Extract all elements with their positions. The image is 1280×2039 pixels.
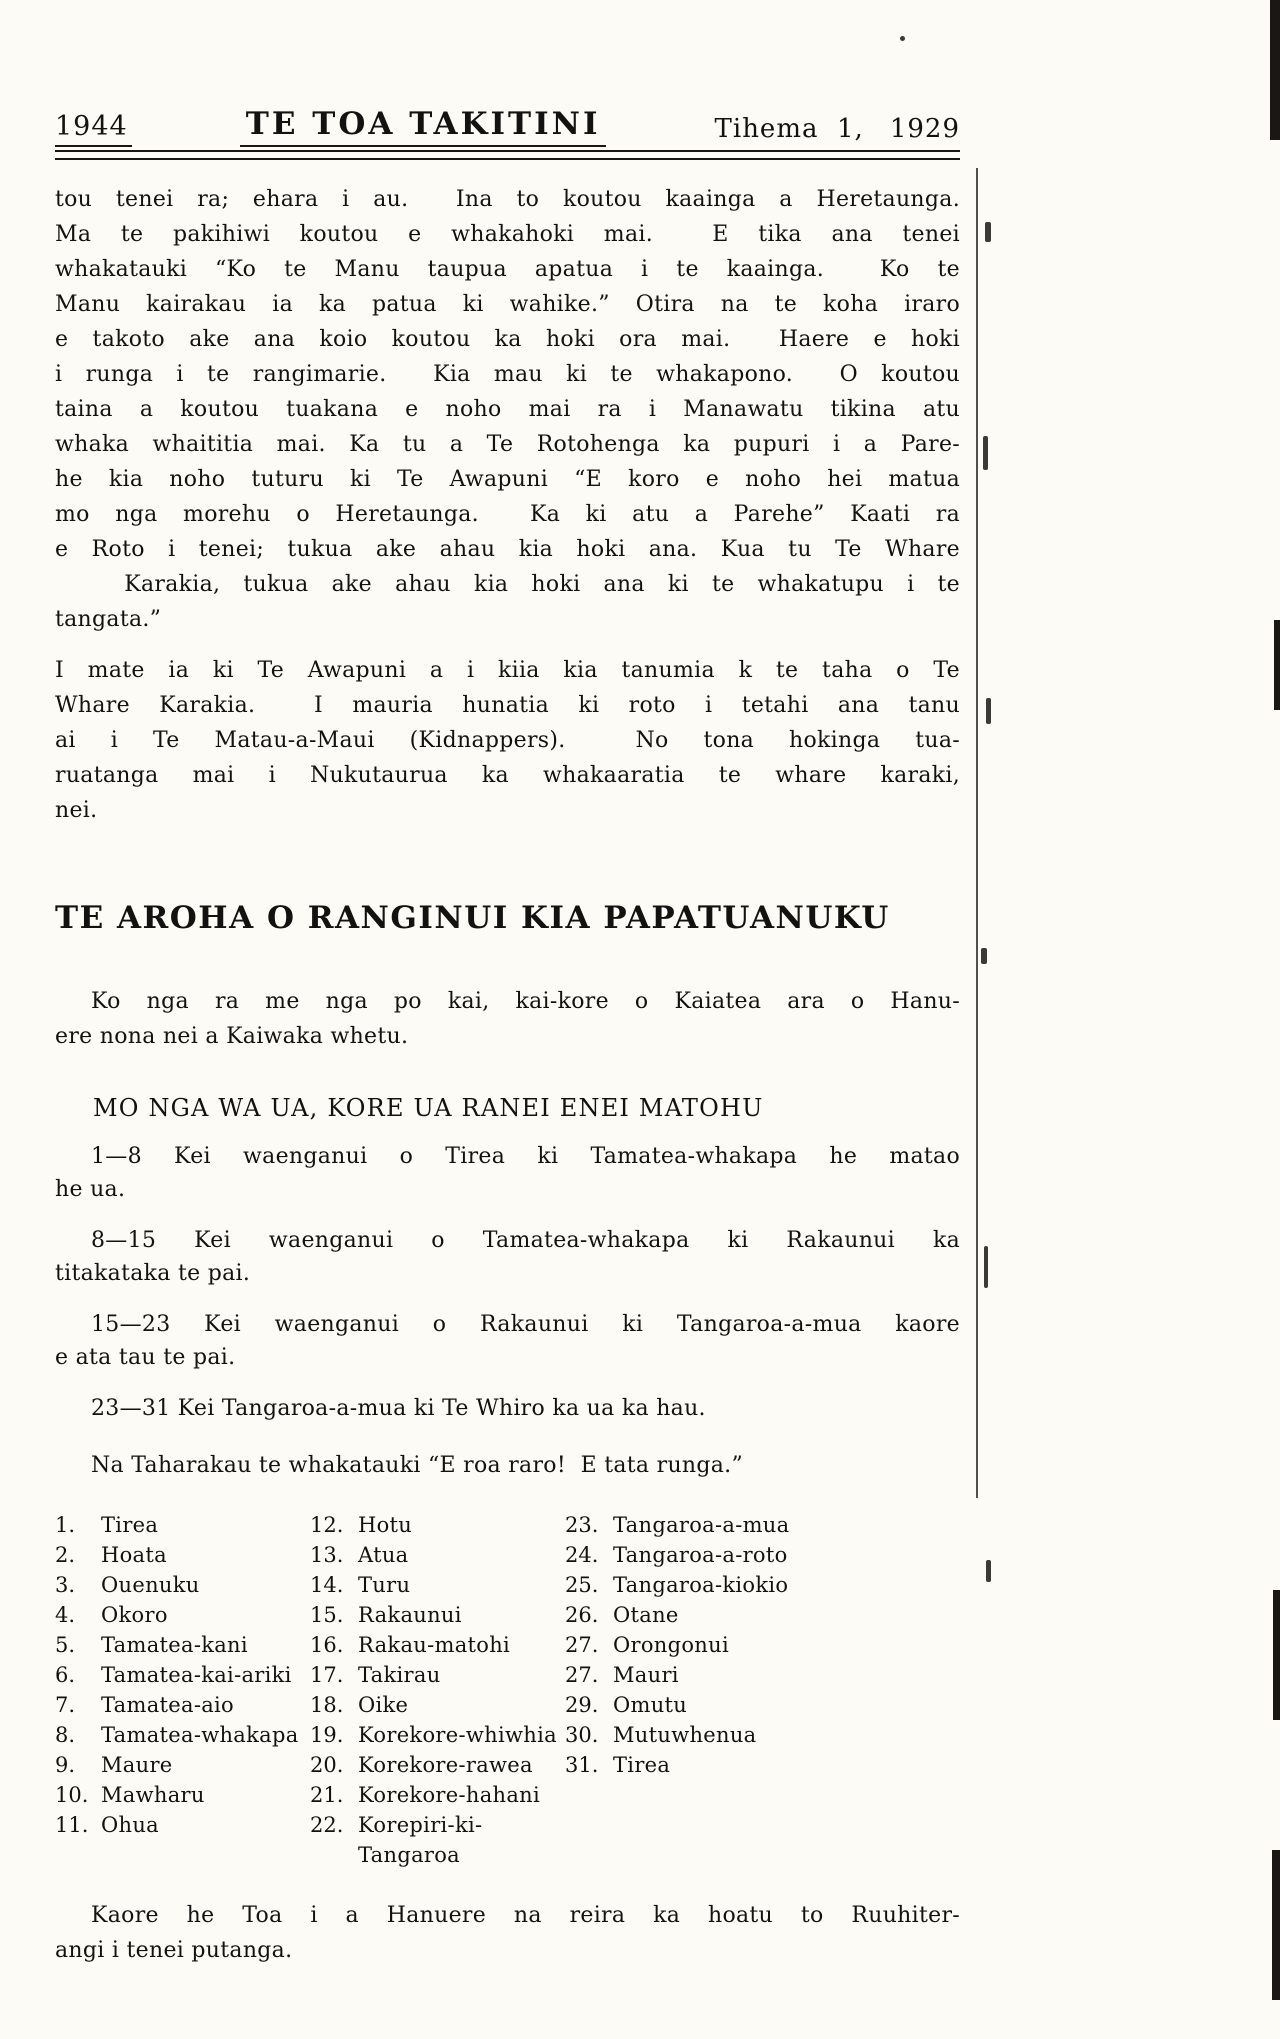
moon-name: Tamatea-whakapa	[101, 1723, 299, 1747]
moon-name: Tangaroa-a-roto	[613, 1543, 788, 1567]
moon-name: Ohua	[101, 1813, 159, 1837]
text-line: ruatanga mai i Nukutaurua ka whakaaratia te whare karaki,	[55, 763, 960, 788]
running-head	[55, 106, 960, 147]
moon-name: Mutuwhenua	[613, 1723, 757, 1747]
moon-number: 1.	[55, 1513, 76, 1537]
scan-artifact-mark	[984, 1246, 988, 1288]
scan-artifact-edge-sliver	[1270, 0, 1280, 140]
moon-list-item	[565, 1600, 960, 1630]
moon-number: 31.	[565, 1753, 599, 1777]
moon-list-item	[310, 1540, 565, 1570]
header-double-rule	[55, 150, 960, 160]
moon-number: 10.	[55, 1783, 89, 1807]
scan-artifact-mark	[900, 36, 905, 41]
moon-number: 20.	[310, 1753, 344, 1777]
moon-number: 4.	[55, 1603, 76, 1627]
moon-list-item	[55, 1510, 310, 1540]
moon-name: Okoro	[101, 1603, 168, 1627]
text-line: mo nga morehu o Heretaunga. Ka ki atu a Parehe” Kaati ra	[55, 502, 960, 527]
moon-calendar-list	[55, 1510, 960, 1870]
moon-number: 17.	[310, 1663, 344, 1687]
text-line: he kia noho tuturu ki Te Awapuni “E koro e noho hei matua	[55, 467, 960, 492]
moon-name: Mawharu	[101, 1783, 205, 1807]
text-line: Ko nga ra me nga po kai, kai-kore o Kaiatea ara o Hanu-	[91, 989, 960, 1014]
text-line: e ata tau te pai.	[55, 1345, 236, 1370]
text-line: Ma te pakihiwi koutou e whakahoki mai. E tika ana tenei	[55, 222, 960, 247]
text-line: ai i Te Matau-a-Maui (Kidnappers). No tona hokinga tua-	[55, 728, 960, 753]
moon-name: Korekore-rawea	[358, 1753, 533, 1777]
article1-paragraph1	[55, 182, 960, 637]
text-line: 23—31 Kei Tangaroa-a-mua ki Te Whiro ka ua ka hau.	[91, 1396, 706, 1421]
moon-name: Korepiri-ki-Tangaroa	[358, 1813, 483, 1867]
moon-list-item	[55, 1570, 310, 1600]
moon-list-item	[310, 1780, 565, 1810]
moon-list-item	[565, 1570, 960, 1600]
article2-subheading: MO NGA WA UA, KORE UA RANEI ENEI MATOHU	[93, 1094, 764, 1122]
scan-artifact-edge-sliver	[1274, 620, 1280, 710]
scan-artifact-mark	[986, 698, 991, 724]
moon-list-item	[55, 1780, 310, 1810]
moon-number: 9.	[55, 1753, 76, 1777]
moon-name: Hotu	[358, 1513, 413, 1537]
moon-list-item	[310, 1690, 565, 1720]
text-line: 15—23 Kei waenganui o Rakaunui ki Tangaroa-a-mua kaore	[91, 1312, 960, 1337]
moon-number: 23.	[565, 1513, 599, 1537]
scan-artifact-edge-sliver	[1273, 1590, 1280, 1720]
text-line: 1—8 Kei waenganui o Tirea ki Tamatea-whakapa he matao	[91, 1144, 960, 1169]
moon-name: Tangaroa-kiokio	[613, 1573, 789, 1597]
moon-number: 25.	[565, 1573, 599, 1597]
scan-artifact-page-edge-line	[976, 168, 978, 1498]
moon-list-column-2	[310, 1510, 565, 1870]
page-number: 1944	[55, 111, 132, 147]
issue-date-day: 1,	[837, 114, 864, 144]
text-line: titakataka te pai.	[55, 1261, 251, 1286]
moon-list-column-3	[565, 1510, 960, 1870]
moon-list-item	[310, 1570, 565, 1600]
moon-name: Turu	[358, 1573, 411, 1597]
moon-number: 11.	[55, 1813, 89, 1837]
text-line: e Roto i tenei; tukua ake ahau kia hoki ana. Kua tu Te Whare	[55, 537, 960, 562]
scanned-page	[55, 0, 960, 1968]
text-line: 8—15 Kei waenganui o Tamatea-whakapa ki Rakaunui ka	[91, 1228, 960, 1253]
moon-name: Korekore-hahani	[358, 1783, 540, 1807]
moon-list-item	[565, 1660, 960, 1690]
moon-number: 3.	[55, 1573, 76, 1597]
moon-list-item	[55, 1690, 310, 1720]
moon-name: Takirau	[358, 1663, 441, 1687]
moon-name: Tamatea-kai-ariki	[101, 1663, 292, 1687]
moon-list-item	[565, 1720, 960, 1750]
moon-number: 16.	[310, 1633, 344, 1657]
moon-name: Tamatea-kani	[101, 1633, 248, 1657]
text-line: nei.	[55, 798, 98, 823]
moon-number: 22.	[310, 1813, 344, 1837]
moon-number: 30.	[565, 1723, 599, 1747]
publication-title: TE TOA TAKITINI	[240, 106, 607, 147]
moon-list-item	[55, 1810, 310, 1840]
moon-number: 12.	[310, 1513, 344, 1537]
issue-date-year: 1929	[889, 114, 960, 144]
moon-number: 8.	[55, 1723, 76, 1747]
moon-list-item	[565, 1510, 960, 1540]
issue-date-month: Tihema	[714, 114, 819, 144]
moon-list-item	[55, 1750, 310, 1780]
article1-paragraph2	[55, 653, 960, 828]
moon-list-item	[310, 1630, 565, 1660]
moon-number: 27.	[565, 1663, 599, 1687]
scan-artifact-mark	[985, 222, 991, 242]
moon-list-item	[565, 1750, 960, 1780]
moon-name: Korekore-whiwhia	[358, 1723, 557, 1747]
moon-number: 2.	[55, 1543, 76, 1567]
closing-paragraph	[55, 1898, 960, 1968]
moon-number: 5.	[55, 1633, 76, 1657]
moon-name: Orongonui	[613, 1633, 729, 1657]
moon-number: 24.	[565, 1543, 599, 1567]
text-line: he ua.	[55, 1177, 126, 1202]
text-line: Manu kairakau ia ka patua ki wahike.” Otira na te koha iraro	[55, 292, 960, 317]
forecast-15-23	[55, 1308, 960, 1374]
moon-list-item	[565, 1630, 960, 1660]
moon-number: 6.	[55, 1663, 76, 1687]
moon-name: Tangaroa-a-mua	[613, 1513, 790, 1537]
moon-name: Ouenuku	[101, 1573, 200, 1597]
moon-number: 26.	[565, 1603, 599, 1627]
moon-list-item	[55, 1660, 310, 1690]
moon-name: Tirea	[101, 1513, 159, 1537]
moon-list-item	[310, 1720, 565, 1750]
text-line: ere nona nei a Kaiwaka whetu.	[55, 1024, 409, 1049]
moon-name: Atua	[358, 1543, 409, 1567]
text-line: i runga i te rangimarie. Kia mau ki te whakapono. O koutou	[55, 362, 960, 387]
moon-list-column-1	[55, 1510, 310, 1870]
moon-number: 21.	[310, 1783, 344, 1807]
text-line: Na Taharakau te whakatauki “E roa raro! E tata runga.”	[91, 1453, 744, 1478]
moon-name: Rakau-matohi	[358, 1633, 511, 1657]
moon-list-item	[310, 1660, 565, 1690]
moon-list-item	[310, 1810, 565, 1870]
moon-number: 27.	[565, 1633, 599, 1657]
moon-list-item	[310, 1750, 565, 1780]
moon-number: 29.	[565, 1693, 599, 1717]
moon-name: Hoata	[101, 1543, 167, 1567]
text-line: whakatauki “Ko te Manu taupua apatua i te kaainga. Ko te	[55, 257, 960, 282]
article2-intro	[55, 984, 960, 1054]
moon-list-item	[310, 1600, 565, 1630]
moon-name: Tamatea-aio	[101, 1693, 234, 1717]
text-line: tangata.”	[55, 607, 162, 632]
moon-name: Otane	[613, 1603, 679, 1627]
scan-artifact-mark	[981, 948, 987, 964]
moon-list-item	[310, 1510, 565, 1540]
forecast-1-8	[55, 1140, 960, 1206]
scan-artifact-mark	[983, 436, 988, 470]
text-line: Whare Karakia. I mauria hunatia ki roto i tetahi ana tanu	[55, 693, 960, 718]
moon-list-item	[55, 1600, 310, 1630]
moon-number: 7.	[55, 1693, 76, 1717]
text-line: e takoto ake ana koio koutou ka hoki ora mai. Haere e hoki	[55, 327, 960, 352]
moon-name: Omutu	[613, 1693, 688, 1717]
text-line: whaka whaititia mai. Ka tu a Te Rotohenga ka pupuri i a Pare-	[55, 432, 960, 457]
moon-number: 14.	[310, 1573, 344, 1597]
text-line: I mate ia ki Te Awapuni a i kiia kia tanumia k te taha o Te	[55, 658, 960, 683]
scan-artifact-edge-sliver	[1272, 1850, 1280, 2000]
moon-name: Maure	[101, 1753, 173, 1777]
article2-heading: TE AROHA O RANGINUI KIA PAPATUANUKU	[55, 900, 890, 936]
forecast-8-15	[55, 1224, 960, 1290]
text-line: Kaore he Toa i a Hanuere na reira ka hoatu to Ruuhiter-	[91, 1903, 960, 1928]
scan-artifact-mark	[986, 1560, 991, 1582]
taharakau-proverb	[55, 1449, 960, 1482]
moon-list-item	[55, 1630, 310, 1660]
moon-number: 13.	[310, 1543, 344, 1567]
moon-number: 18.	[310, 1693, 344, 1717]
moon-name: Oike	[358, 1693, 409, 1717]
text-line: Karakia, tukua ake ahau kia hoki ana ki te whakatupu i te	[55, 572, 960, 597]
text-line: angi i tenei putanga.	[55, 1938, 293, 1963]
moon-number: 15.	[310, 1603, 344, 1627]
moon-list-item	[565, 1540, 960, 1570]
moon-number: 19.	[310, 1723, 344, 1747]
moon-name: Tirea	[613, 1753, 671, 1777]
moon-list-item	[565, 1690, 960, 1720]
moon-list-item	[55, 1540, 310, 1570]
text-line: tou tenei ra; ehara i au. Ina to koutou kaainga a Heretaunga.	[55, 187, 960, 212]
moon-name: Rakaunui	[358, 1603, 462, 1627]
text-line: taina a koutou tuakana e noho mai ra i Manawatu tikina atu	[55, 397, 960, 422]
forecast-23-31	[55, 1392, 960, 1425]
moon-name: Mauri	[613, 1663, 679, 1687]
issue-date	[715, 114, 960, 147]
moon-list-item	[55, 1720, 310, 1750]
